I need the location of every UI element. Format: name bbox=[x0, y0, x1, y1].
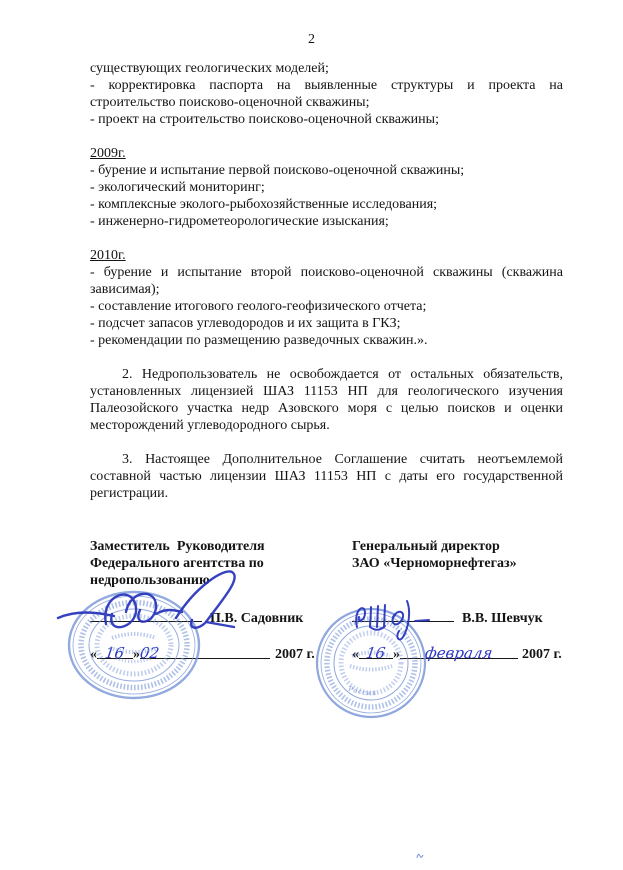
svg-text:Россия bbox=[347, 685, 377, 697]
text-line: - экологический мониторинг; bbox=[90, 180, 265, 195]
year-heading-2010: 2010г. bbox=[90, 248, 126, 263]
document-body bbox=[90, 60, 563, 502]
clause-2-line: месторождений углеводородного сырья. bbox=[90, 418, 330, 433]
clause-3-line: регистрации. bbox=[90, 486, 169, 501]
quote-close: » bbox=[393, 647, 400, 662]
handwritten-month-right: февраля bbox=[424, 644, 495, 662]
signature-line-right bbox=[352, 608, 543, 627]
text-line: - составление итогового геолого-геофизического отчета; bbox=[90, 299, 427, 314]
text-line: - комплексные эколого-рыбохозяйственные исследования; bbox=[90, 197, 438, 212]
text-line: - инженерно-гидрометеорологические изыскания; bbox=[90, 214, 389, 229]
year-label-right: 2007 г. bbox=[522, 647, 562, 662]
text-line: - подсчет запасов углеводородов и их защита в ГКЗ; bbox=[90, 316, 401, 331]
handwritten-day-right: 16 bbox=[365, 644, 387, 662]
stamp-country-text: Россия bbox=[347, 684, 378, 698]
signatory-name-left: П.В. Садовник bbox=[210, 611, 304, 626]
signatory-name-right: В.В. Шевчук bbox=[462, 611, 543, 626]
date-line-left bbox=[90, 645, 315, 663]
text-line: - бурение и испытание первой поисково-оценочной скважины; bbox=[90, 163, 465, 178]
handwritten-month-left: 02 bbox=[138, 644, 161, 662]
text-line: - рекомендации по размещению разведочных скважин.». bbox=[90, 333, 428, 348]
clause-3-line: составной частью лицензии ШАЗ 11153 НП с даты его государственной bbox=[90, 469, 563, 484]
clause-2-line: Палеозойского участка недр Азовского моря с целью поисков и оценки bbox=[90, 401, 563, 416]
quote-close: » bbox=[133, 647, 140, 662]
text-line: существующих геологических моделей; bbox=[90, 61, 329, 76]
clause-2-line: установленных лицензией ШАЗ 11153 НП для геологического изучения bbox=[90, 384, 563, 399]
text-line: - бурение и испытание второй поисково-оценочной скважины (скважина bbox=[90, 265, 563, 280]
year-label-left: 2007 г. bbox=[275, 647, 315, 662]
signatory-title-right: Генеральный директор ЗАО «Черноморнефтегаз» bbox=[352, 539, 517, 571]
clause-3-line: 3. Настоящее Дополнительное Соглашение считать неотъемлемой bbox=[122, 452, 563, 467]
signatory-title-left: Заместитель Руководителя Федерального агентства по недропользованию bbox=[90, 539, 265, 588]
date-line-right bbox=[352, 645, 562, 663]
signature-rule bbox=[90, 608, 202, 622]
scan-artifact bbox=[416, 851, 424, 860]
year-heading-2009: 2009г. bbox=[90, 146, 126, 161]
signature-line-left bbox=[90, 608, 303, 627]
signature-rule bbox=[352, 608, 454, 622]
quote-open: « bbox=[90, 647, 97, 662]
clause-2-line: 2. Недропользователь не освобождается от остальных обязательств, bbox=[122, 367, 563, 382]
text-line: строительство поисково-оценочной скважины; bbox=[90, 95, 370, 110]
text-line: зависимая); bbox=[90, 282, 160, 297]
quote-open: « bbox=[352, 647, 359, 662]
text-line: - корректировка паспорта на выявленные структуры и проекта на bbox=[90, 78, 563, 93]
text-line: - проект на строительство поисково-оценочной скважины; bbox=[90, 112, 439, 127]
signature-block bbox=[90, 538, 570, 662]
page-number: 2 bbox=[308, 32, 315, 47]
handwritten-day-left: 16 bbox=[104, 644, 126, 662]
